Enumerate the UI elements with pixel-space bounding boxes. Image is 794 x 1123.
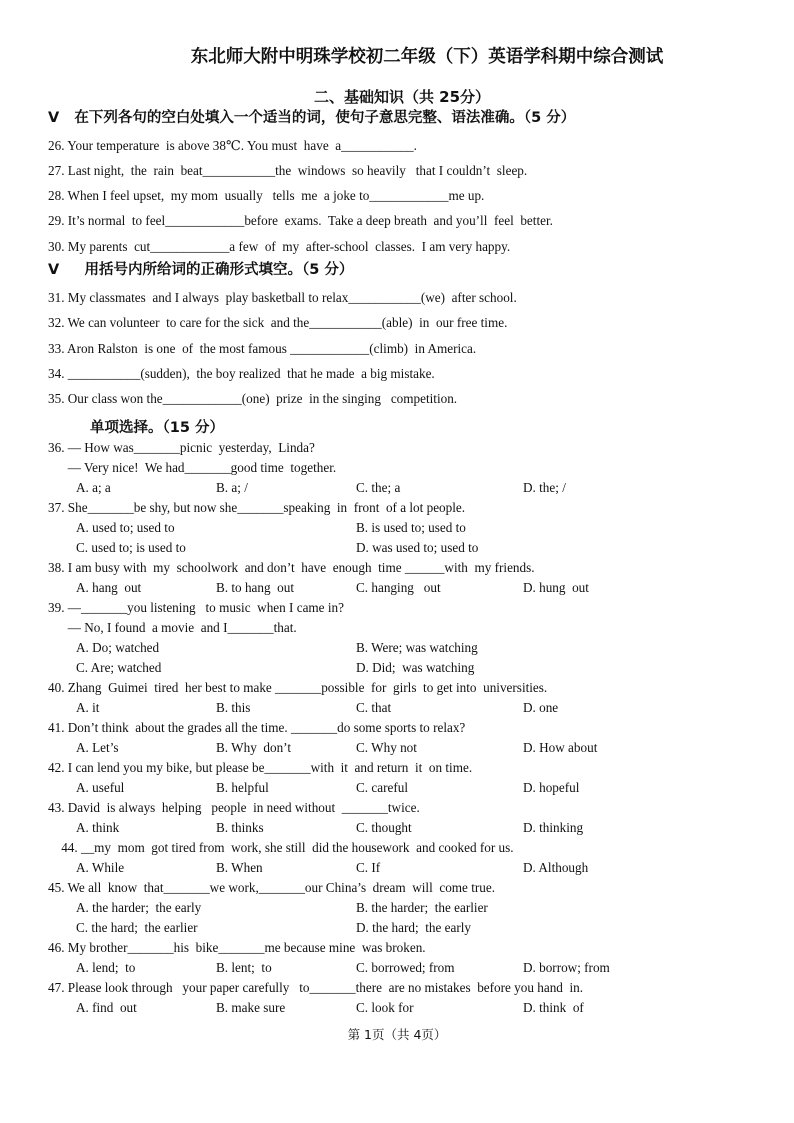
question-36-option-d[interactable]: D. the; / — [523, 480, 566, 495]
question-42-option-c[interactable]: C. careful — [356, 780, 408, 795]
question-41-option-b[interactable]: B. Why don’t — [216, 740, 291, 755]
question-44-option-b[interactable]: B. When — [216, 860, 263, 875]
question-44-option-a[interactable]: A. While — [76, 860, 125, 875]
question-43-option-c[interactable]: C. thought — [356, 820, 412, 835]
question-43-option-a[interactable]: A. think — [76, 820, 120, 835]
question-42-stem: 42. I can lend you my bike, but please be_______with it and return it on time. — [48, 760, 473, 775]
question-28: 28. When I feel upset, my mom usually tells me a joke to____________me up. — [48, 188, 485, 203]
question-46-option-a[interactable]: A. lend; to — [76, 960, 136, 975]
question-47-option-d[interactable]: D. think of — [523, 1000, 584, 1015]
page-footer: 第 1页（共 4页） — [347, 1027, 447, 1042]
question-39-option-a[interactable]: A. Do; watched — [76, 640, 160, 655]
question-30: 30. My parents cut____________a few of my after-school classes. I am very happy. — [48, 239, 511, 254]
question-38-stem: 38. I am busy with my schoolwork and don’t have enough time ______with my friends. — [48, 560, 535, 575]
question-42-option-a[interactable]: A. useful — [76, 780, 125, 795]
question-46-option-c[interactable]: C. borrowed; from — [356, 960, 455, 975]
question-46-option-b[interactable]: B. lent; to — [216, 960, 272, 975]
question-38-option-d[interactable]: D. hung out — [523, 580, 589, 595]
question-35: 35. Our class won the____________(one) prize in the singing competition. — [48, 391, 458, 406]
section-v2-header: V 用括号内所给词的正确形式填空。（5 分） — [48, 262, 354, 278]
question-42-option-d[interactable]: D. hopeful — [523, 780, 580, 795]
question-36-stem: 36. — How was_______picnic yesterday, Linda? — [48, 440, 315, 455]
question-44-stem: 44. __my mom got tired from work, she still did the housework and cooked for us. — [48, 840, 514, 855]
question-46-stem: 46. My brother_______his bike_______me because mine was broken. — [48, 940, 426, 955]
question-43-option-b[interactable]: B. thinks — [216, 820, 264, 835]
question-36-option-a[interactable]: A. a; a — [76, 480, 111, 495]
question-44-option-c[interactable]: C. If — [356, 860, 381, 875]
section-subtitle: 二、基础知识（共 25分） — [313, 88, 491, 106]
question-37-option-c[interactable]: C. used to; is used to — [76, 540, 186, 555]
question-41-option-d[interactable]: D. How about — [523, 740, 598, 755]
question-26: 26. Your temperature is above 38℃. You must have a___________. — [48, 138, 417, 153]
question-40-option-c[interactable]: C. that — [356, 700, 392, 715]
question-45-stem: 45. We all know that_______we work,_______our China’s dream will come true. — [48, 880, 495, 895]
question-41-option-a[interactable]: A. Let’s — [76, 740, 119, 755]
question-38-option-a[interactable]: A. hang out — [76, 580, 142, 595]
question-37-option-d[interactable]: D. was used to; used to — [356, 540, 479, 555]
question-38-option-b[interactable]: B. to hang out — [216, 580, 295, 595]
question-47-stem: 47. Please look through your paper carefully to_______there are no mistakes before you hand in. — [48, 980, 584, 995]
question-41-stem: 41. Don’t think about the grades all the time. _______do some sports to relax? — [48, 720, 466, 735]
question-45-option-a[interactable]: A. the harder; the early — [76, 900, 202, 915]
question-40-stem: 40. Zhang Guimei tired her best to make _______possible for girls to get into universities. — [48, 680, 548, 695]
question-34: 34. ___________(sudden), the boy realized that he made a big mistake. — [48, 366, 435, 381]
question-47-option-a[interactable]: A. find out — [76, 1000, 137, 1015]
question-33: 33. Aron Ralston is one of the most famous ____________(climb) in America. — [48, 341, 477, 356]
question-36-stem-2: — Very nice! We had_______good time together. — [48, 460, 337, 475]
section-v1-header: V 在下列各句的空白处填入一个适当的词，使句子意思完整、语法准确。（5 分） — [48, 110, 576, 126]
question-45-option-b[interactable]: B. the harder; the earlier — [356, 900, 488, 915]
question-37-stem: 37. She_______be shy, but now she_______speaking in front of a lot people. — [48, 500, 466, 515]
question-43-stem: 43. David is always helping people in need without _______twice. — [48, 800, 420, 815]
question-36-option-c[interactable]: C. the; a — [356, 480, 401, 495]
question-42-option-b[interactable]: B. helpful — [216, 780, 269, 795]
question-41-option-c[interactable]: C. Why not — [356, 740, 417, 755]
question-39-option-c[interactable]: C. Are; watched — [76, 660, 162, 675]
question-27: 27. Last night, the rain beat___________the windows so heavily that I couldn’t sleep. — [48, 163, 528, 178]
question-39-stem-2: — No, I found a movie and I_______that. — [48, 620, 297, 635]
question-37-option-b[interactable]: B. is used to; used to — [356, 520, 466, 535]
page-title: 东北师大附中明珠学校初二年级（下）英语学科期中综合测试 — [190, 47, 664, 67]
question-39-option-d[interactable]: D. Did; was watching — [356, 660, 475, 675]
question-37-option-a[interactable]: A. used to; used to — [76, 520, 175, 535]
question-43-option-d[interactable]: D. thinking — [523, 820, 584, 835]
question-45-option-d[interactable]: D. the hard; the early — [356, 920, 471, 935]
question-40-option-b[interactable]: B. this — [216, 700, 251, 715]
section-mc-header: 单项选择。（15 分） — [90, 420, 224, 436]
question-31: 31. My classmates and I always play basketball to relax___________(we) after school. — [48, 290, 517, 305]
question-38-option-c[interactable]: C. hanging out — [356, 580, 441, 595]
question-40-option-d[interactable]: D. one — [523, 700, 559, 715]
question-40-option-a[interactable]: A. it — [76, 700, 100, 715]
question-47-option-b[interactable]: B. make sure — [216, 1000, 286, 1015]
question-45-option-c[interactable]: C. the hard; the earlier — [76, 920, 198, 935]
question-46-option-d[interactable]: D. borrow; from — [523, 960, 610, 975]
question-39-option-b[interactable]: B. Were; was watching — [356, 640, 478, 655]
question-47-option-c[interactable]: C. look for — [356, 1000, 414, 1015]
question-29: 29. It’s normal to feel____________before exams. Take a deep breath and you’ll feel better. — [48, 213, 553, 228]
question-32: 32. We can volunteer to care for the sick and the___________(able) in our free time. — [48, 315, 508, 330]
question-39-stem: 39. —_______you listening to music when I came in? — [48, 600, 344, 615]
question-36-option-b[interactable]: B. a; / — [216, 480, 248, 495]
question-44-option-d[interactable]: D. Although — [523, 860, 589, 875]
